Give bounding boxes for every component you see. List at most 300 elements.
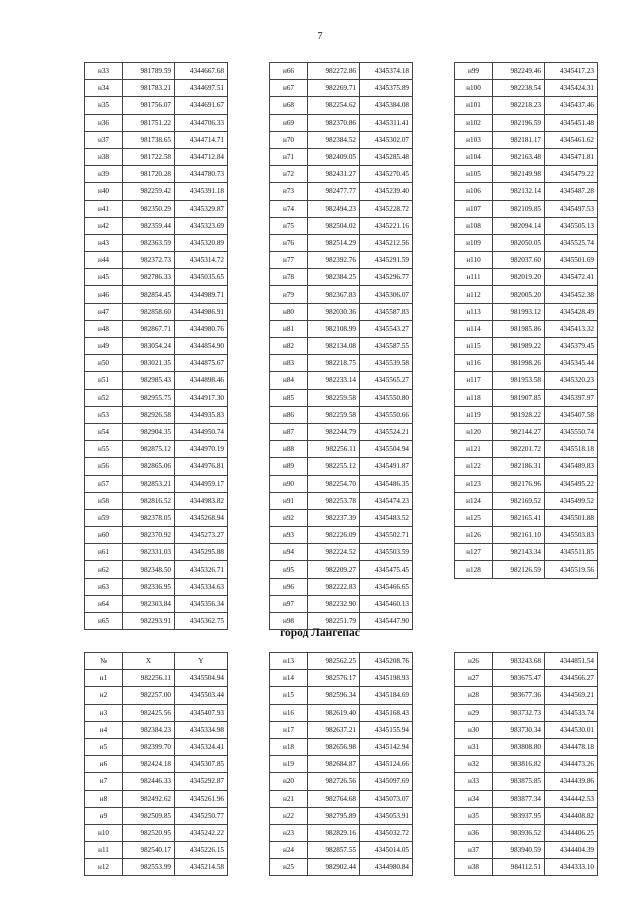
point-id-cell: н40 bbox=[85, 183, 123, 200]
point-id-cell: н100 bbox=[455, 80, 493, 97]
y-coordinate-cell: 4344473.26 bbox=[545, 756, 598, 773]
table-row bbox=[455, 97, 598, 114]
point-id-cell: н74 bbox=[270, 200, 308, 217]
y-coordinate-cell: 4345474.23 bbox=[360, 492, 413, 509]
x-coordinate-cell: 982257.00 bbox=[123, 687, 175, 704]
x-coordinate-cell: 981993.12 bbox=[493, 303, 545, 320]
point-id-cell: н66 bbox=[270, 63, 308, 80]
table-row bbox=[455, 790, 598, 807]
point-id-cell: н47 bbox=[85, 303, 123, 320]
x-coordinate-cell: 982256.11 bbox=[308, 441, 360, 458]
x-coordinate-cell: 982233.14 bbox=[308, 372, 360, 389]
x-coordinate-cell: 982540.17 bbox=[123, 842, 175, 859]
point-id-cell: н36 bbox=[85, 114, 123, 131]
x-coordinate-cell: 982201.72 bbox=[493, 441, 545, 458]
y-coordinate-cell: 4344406.25 bbox=[545, 824, 598, 841]
y-coordinate-cell: 4345334.63 bbox=[175, 578, 228, 595]
point-id-cell: н97 bbox=[270, 595, 308, 612]
point-id-cell: н126 bbox=[455, 527, 493, 544]
table-row bbox=[270, 773, 413, 790]
table-row bbox=[85, 183, 228, 200]
point-id-cell: н91 bbox=[270, 492, 308, 509]
x-coordinate-cell: 983940.59 bbox=[493, 842, 545, 859]
y-coordinate-cell: 4345489.83 bbox=[545, 458, 598, 475]
x-coordinate-cell: 982492.62 bbox=[123, 790, 175, 807]
table-row bbox=[455, 509, 598, 526]
table-row bbox=[85, 131, 228, 148]
table-row bbox=[85, 773, 228, 790]
point-id-cell: н59 bbox=[85, 509, 123, 526]
x-coordinate-cell: 982425.56 bbox=[123, 704, 175, 721]
y-coordinate-cell: 4345587.83 bbox=[360, 303, 413, 320]
point-id-cell: н51 bbox=[85, 372, 123, 389]
table-row bbox=[270, 578, 413, 595]
table-row bbox=[270, 756, 413, 773]
point-id-cell: н14 bbox=[270, 670, 308, 687]
y-coordinate-cell: 4344691.67 bbox=[175, 97, 228, 114]
x-coordinate-cell: 982251.79 bbox=[308, 613, 360, 630]
y-coordinate-cell: 4345472.41 bbox=[545, 269, 598, 286]
y-coordinate-cell: 4345466.65 bbox=[360, 578, 413, 595]
y-coordinate-cell: 4345471.81 bbox=[545, 148, 598, 165]
table-row bbox=[85, 441, 228, 458]
point-id-cell: н116 bbox=[455, 355, 493, 372]
point-id-cell: н24 bbox=[270, 842, 308, 859]
table-row bbox=[455, 372, 598, 389]
y-coordinate-cell: 4345550.66 bbox=[360, 406, 413, 423]
table-row bbox=[270, 423, 413, 440]
x-coordinate-cell: 982726.56 bbox=[308, 773, 360, 790]
point-id-cell: н114 bbox=[455, 320, 493, 337]
x-coordinate-cell: 982854.45 bbox=[123, 286, 175, 303]
point-id-cell: н1 bbox=[85, 670, 123, 687]
point-id-cell: н27 bbox=[455, 670, 493, 687]
y-coordinate-cell: 4345487.28 bbox=[545, 183, 598, 200]
table-row bbox=[270, 475, 413, 492]
table-row bbox=[270, 372, 413, 389]
x-coordinate-cell: 982132.14 bbox=[493, 183, 545, 200]
point-id-cell: н53 bbox=[85, 406, 123, 423]
table-row bbox=[455, 527, 598, 544]
point-id-cell: н99 bbox=[455, 63, 493, 80]
y-coordinate-cell: 4345226.15 bbox=[175, 842, 228, 859]
point-id-cell: н19 bbox=[270, 756, 308, 773]
point-id-cell: н42 bbox=[85, 217, 123, 234]
point-id-cell: н78 bbox=[270, 269, 308, 286]
y-coordinate-cell: 4344566.27 bbox=[545, 670, 598, 687]
table-header-cell: X bbox=[123, 653, 175, 670]
x-coordinate-cell: 982253.78 bbox=[308, 492, 360, 509]
table-row bbox=[85, 148, 228, 165]
x-coordinate-cell: 982816.52 bbox=[123, 492, 175, 509]
table-row bbox=[455, 200, 598, 217]
y-coordinate-cell: 4345155.94 bbox=[360, 721, 413, 738]
x-coordinate-cell: 982926.58 bbox=[123, 406, 175, 423]
table-row bbox=[85, 687, 228, 704]
x-coordinate-cell: 983021.35 bbox=[123, 355, 175, 372]
x-coordinate-cell: 982269.71 bbox=[308, 80, 360, 97]
x-coordinate-cell: 982764.68 bbox=[308, 790, 360, 807]
y-coordinate-cell: 4345073.07 bbox=[360, 790, 413, 807]
table-row bbox=[85, 372, 228, 389]
y-coordinate-cell: 4345214.58 bbox=[175, 859, 228, 876]
y-coordinate-cell: 4345543.27 bbox=[360, 320, 413, 337]
x-coordinate-cell: 981953.58 bbox=[493, 372, 545, 389]
table-row bbox=[270, 561, 413, 578]
y-coordinate-cell: 4345097.69 bbox=[360, 773, 413, 790]
x-coordinate-cell: 981985.86 bbox=[493, 320, 545, 337]
y-coordinate-cell: 4345198.93 bbox=[360, 670, 413, 687]
x-coordinate-cell: 982218.75 bbox=[308, 355, 360, 372]
y-coordinate-cell: 4345142.94 bbox=[360, 738, 413, 755]
y-coordinate-cell: 4345407.58 bbox=[545, 406, 598, 423]
x-coordinate-cell: 982955.75 bbox=[123, 389, 175, 406]
y-coordinate-cell: 4345184.69 bbox=[360, 687, 413, 704]
table-row bbox=[85, 406, 228, 423]
y-coordinate-cell: 4345324.41 bbox=[175, 738, 228, 755]
y-coordinate-cell: 4345461.62 bbox=[545, 131, 598, 148]
point-id-cell: н115 bbox=[455, 338, 493, 355]
table-row bbox=[85, 389, 228, 406]
table-row bbox=[85, 509, 228, 526]
point-id-cell: н2 bbox=[85, 687, 123, 704]
point-id-cell: н62 bbox=[85, 561, 123, 578]
point-id-cell: н75 bbox=[270, 217, 308, 234]
point-id-cell: н17 bbox=[270, 721, 308, 738]
x-coordinate-cell: 982238.54 bbox=[493, 80, 545, 97]
y-coordinate-cell: 4344780.73 bbox=[175, 166, 228, 183]
y-coordinate-cell: 4345505.13 bbox=[545, 217, 598, 234]
x-coordinate-cell: 982163.48 bbox=[493, 148, 545, 165]
table-row bbox=[455, 406, 598, 423]
y-coordinate-cell: 4345221.16 bbox=[360, 217, 413, 234]
table-row bbox=[270, 527, 413, 544]
x-coordinate-cell: 982795.89 bbox=[308, 807, 360, 824]
table-row bbox=[455, 475, 598, 492]
point-id-cell: н54 bbox=[85, 423, 123, 440]
x-coordinate-cell: 982256.11 bbox=[123, 670, 175, 687]
point-id-cell: н90 bbox=[270, 475, 308, 492]
y-coordinate-cell: 4344569.21 bbox=[545, 687, 598, 704]
point-id-cell: н80 bbox=[270, 303, 308, 320]
x-coordinate-cell: 982684.87 bbox=[308, 756, 360, 773]
y-coordinate-cell: 4345452.38 bbox=[545, 286, 598, 303]
x-coordinate-cell: 983808.80 bbox=[493, 738, 545, 755]
y-coordinate-cell: 4345356.34 bbox=[175, 595, 228, 612]
x-coordinate-cell: 981998.26 bbox=[493, 355, 545, 372]
x-coordinate-cell: 982303.84 bbox=[123, 595, 175, 612]
table-row bbox=[85, 200, 228, 217]
y-coordinate-cell: 4345273.27 bbox=[175, 527, 228, 544]
point-id-cell: н107 bbox=[455, 200, 493, 217]
x-coordinate-cell: 982637.21 bbox=[308, 721, 360, 738]
x-coordinate-cell: 982350.29 bbox=[123, 200, 175, 217]
x-coordinate-cell: 982576.17 bbox=[308, 670, 360, 687]
table-row bbox=[270, 303, 413, 320]
point-id-cell: н16 bbox=[270, 704, 308, 721]
table-row bbox=[455, 80, 598, 97]
y-coordinate-cell: 4345379.45 bbox=[545, 338, 598, 355]
table-row bbox=[455, 458, 598, 475]
point-id-cell: н3 bbox=[85, 704, 123, 721]
y-coordinate-cell: 4345524.21 bbox=[360, 423, 413, 440]
x-coordinate-cell: 983936.52 bbox=[493, 824, 545, 841]
y-coordinate-cell: 4345519.56 bbox=[545, 561, 598, 578]
y-coordinate-cell: 4345285.48 bbox=[360, 148, 413, 165]
y-coordinate-cell: 4345475.45 bbox=[360, 561, 413, 578]
table-row bbox=[455, 252, 598, 269]
point-id-cell: н79 bbox=[270, 286, 308, 303]
y-coordinate-cell: 4345447.90 bbox=[360, 613, 413, 630]
x-coordinate-cell: 982005.20 bbox=[493, 286, 545, 303]
x-coordinate-cell: 982875.12 bbox=[123, 441, 175, 458]
table-row bbox=[85, 458, 228, 475]
point-id-cell: н34 bbox=[455, 790, 493, 807]
x-coordinate-cell: 982249.46 bbox=[493, 63, 545, 80]
x-coordinate-cell: 983816.82 bbox=[493, 756, 545, 773]
y-coordinate-cell: 4345503.59 bbox=[360, 544, 413, 561]
x-coordinate-cell: 982331.03 bbox=[123, 544, 175, 561]
y-coordinate-cell: 4344333.10 bbox=[545, 859, 598, 876]
x-coordinate-cell: 982186.31 bbox=[493, 458, 545, 475]
y-coordinate-cell: 4345503.83 bbox=[545, 527, 598, 544]
x-coordinate-cell: 982232.90 bbox=[308, 595, 360, 612]
x-coordinate-cell: 982985.43 bbox=[123, 372, 175, 389]
x-coordinate-cell: 984112.51 bbox=[493, 859, 545, 876]
table-row bbox=[455, 148, 598, 165]
y-coordinate-cell: 4345587.55 bbox=[360, 338, 413, 355]
x-coordinate-cell: 982196.59 bbox=[493, 114, 545, 131]
x-coordinate-cell: 982619.40 bbox=[308, 704, 360, 721]
table-row bbox=[270, 406, 413, 423]
y-coordinate-cell: 4345302.07 bbox=[360, 131, 413, 148]
point-id-cell: н41 bbox=[85, 200, 123, 217]
x-coordinate-cell: 983677.36 bbox=[493, 687, 545, 704]
x-coordinate-cell: 983875.85 bbox=[493, 773, 545, 790]
table-row bbox=[85, 670, 228, 687]
point-id-cell: н15 bbox=[270, 687, 308, 704]
table-row bbox=[85, 544, 228, 561]
point-id-cell: н87 bbox=[270, 423, 308, 440]
table-row bbox=[85, 286, 228, 303]
x-coordinate-cell: 982562.25 bbox=[308, 653, 360, 670]
x-coordinate-cell: 981989.22 bbox=[493, 338, 545, 355]
point-id-cell: н72 bbox=[270, 166, 308, 183]
point-id-cell: н127 bbox=[455, 544, 493, 561]
x-coordinate-cell: 982144.27 bbox=[493, 423, 545, 440]
x-coordinate-cell: 981783.21 bbox=[123, 80, 175, 97]
x-coordinate-cell: 982224.52 bbox=[308, 544, 360, 561]
table-row bbox=[85, 338, 228, 355]
x-coordinate-cell: 982094.14 bbox=[493, 217, 545, 234]
table-row bbox=[270, 492, 413, 509]
table-row bbox=[455, 269, 598, 286]
x-coordinate-cell: 982514.29 bbox=[308, 234, 360, 251]
x-coordinate-cell: 982424.18 bbox=[123, 756, 175, 773]
x-coordinate-cell: 981751.22 bbox=[123, 114, 175, 131]
x-coordinate-cell: 982904.35 bbox=[123, 423, 175, 440]
x-coordinate-cell: 982858.60 bbox=[123, 303, 175, 320]
x-coordinate-cell: 982222.83 bbox=[308, 578, 360, 595]
x-coordinate-cell: 982134.08 bbox=[308, 338, 360, 355]
point-id-cell: н26 bbox=[455, 653, 493, 670]
point-id-cell: н83 bbox=[270, 355, 308, 372]
x-coordinate-cell: 983732.73 bbox=[493, 704, 545, 721]
point-id-cell: н55 bbox=[85, 441, 123, 458]
table-row bbox=[85, 527, 228, 544]
table-row bbox=[85, 721, 228, 738]
y-coordinate-cell: 4345497.53 bbox=[545, 200, 598, 217]
table-row bbox=[270, 166, 413, 183]
point-id-cell: н92 bbox=[270, 509, 308, 526]
x-coordinate-cell: 982367.83 bbox=[308, 286, 360, 303]
table-row bbox=[455, 320, 598, 337]
point-id-cell: н35 bbox=[85, 97, 123, 114]
y-coordinate-cell: 4344478.18 bbox=[545, 738, 598, 755]
x-coordinate-cell: 983877.34 bbox=[493, 790, 545, 807]
table-row bbox=[270, 131, 413, 148]
y-coordinate-cell: 4345518.18 bbox=[545, 441, 598, 458]
y-coordinate-cell: 4345326.71 bbox=[175, 561, 228, 578]
y-coordinate-cell: 4345503.44 bbox=[175, 687, 228, 704]
table-row bbox=[455, 114, 598, 131]
y-coordinate-cell: 4345314.72 bbox=[175, 252, 228, 269]
table-row bbox=[270, 441, 413, 458]
y-coordinate-cell: 4345486.35 bbox=[360, 475, 413, 492]
y-coordinate-cell: 4344697.51 bbox=[175, 80, 228, 97]
point-id-cell: н98 bbox=[270, 613, 308, 630]
y-coordinate-cell: 4345428.49 bbox=[545, 303, 598, 320]
x-coordinate-cell: 982050.05 bbox=[493, 234, 545, 251]
table-row bbox=[270, 653, 413, 670]
point-id-cell: н65 bbox=[85, 613, 123, 630]
table-row bbox=[270, 738, 413, 755]
y-coordinate-cell: 4345504.94 bbox=[360, 441, 413, 458]
y-coordinate-cell: 4345307.85 bbox=[175, 756, 228, 773]
y-coordinate-cell: 4345511.85 bbox=[545, 544, 598, 561]
x-coordinate-cell: 982030.36 bbox=[308, 303, 360, 320]
point-id-cell: н122 bbox=[455, 458, 493, 475]
point-id-cell: н12 bbox=[85, 859, 123, 876]
y-coordinate-cell: 4345362.75 bbox=[175, 613, 228, 630]
y-coordinate-cell: 4345550.80 bbox=[360, 389, 413, 406]
y-coordinate-cell: 4344917.30 bbox=[175, 389, 228, 406]
point-id-cell: н38 bbox=[85, 148, 123, 165]
point-id-cell: н8 bbox=[85, 790, 123, 807]
y-coordinate-cell: 4344983.82 bbox=[175, 492, 228, 509]
y-coordinate-cell: 4345124.66 bbox=[360, 756, 413, 773]
x-coordinate-cell: 982431.27 bbox=[308, 166, 360, 183]
y-coordinate-cell: 4345397.97 bbox=[545, 389, 598, 406]
point-id-cell: н93 bbox=[270, 527, 308, 544]
y-coordinate-cell: 4345491.87 bbox=[360, 458, 413, 475]
point-id-cell: н128 bbox=[455, 561, 493, 578]
table-row bbox=[85, 303, 228, 320]
table-row bbox=[85, 475, 228, 492]
table-row bbox=[270, 721, 413, 738]
y-coordinate-cell: 4345168.43 bbox=[360, 704, 413, 721]
point-id-cell: н110 bbox=[455, 252, 493, 269]
point-id-cell: н108 bbox=[455, 217, 493, 234]
city-title: город Лангепас bbox=[280, 627, 360, 639]
table-row bbox=[85, 595, 228, 612]
x-coordinate-cell: 982254.62 bbox=[308, 97, 360, 114]
table-row bbox=[455, 670, 598, 687]
table-row bbox=[270, 252, 413, 269]
x-coordinate-cell: 982553.99 bbox=[123, 859, 175, 876]
point-id-cell: н37 bbox=[85, 131, 123, 148]
x-coordinate-cell: 982520.95 bbox=[123, 824, 175, 841]
table-header-row bbox=[85, 653, 228, 670]
point-id-cell: н29 bbox=[455, 704, 493, 721]
table-header-cell: Y bbox=[175, 653, 228, 670]
x-coordinate-cell: 982865.06 bbox=[123, 458, 175, 475]
y-coordinate-cell: 4344533.74 bbox=[545, 704, 598, 721]
x-coordinate-cell: 982259.58 bbox=[308, 389, 360, 406]
x-coordinate-cell: 982392.76 bbox=[308, 252, 360, 269]
table-row bbox=[455, 738, 598, 755]
point-id-cell: н48 bbox=[85, 320, 123, 337]
x-coordinate-cell: 982209.27 bbox=[308, 561, 360, 578]
y-coordinate-cell: 4345499.52 bbox=[545, 492, 598, 509]
table-row bbox=[455, 441, 598, 458]
table-row bbox=[270, 807, 413, 824]
x-coordinate-cell: 982126.59 bbox=[493, 561, 545, 578]
y-coordinate-cell: 4344959.17 bbox=[175, 475, 228, 492]
x-coordinate-cell: 982867.71 bbox=[123, 320, 175, 337]
point-id-cell: н89 bbox=[270, 458, 308, 475]
x-coordinate-cell: 981907.85 bbox=[493, 389, 545, 406]
y-coordinate-cell: 4345375.89 bbox=[360, 80, 413, 97]
y-coordinate-cell: 4344712.84 bbox=[175, 148, 228, 165]
table-row bbox=[270, 595, 413, 612]
y-coordinate-cell: 4344935.83 bbox=[175, 406, 228, 423]
table-row bbox=[455, 286, 598, 303]
y-coordinate-cell: 4345525.74 bbox=[545, 234, 598, 251]
page-number: 7 bbox=[317, 31, 323, 42]
y-coordinate-cell: 4345239.40 bbox=[360, 183, 413, 200]
y-coordinate-cell: 4345417.23 bbox=[545, 63, 598, 80]
x-coordinate-cell: 982384.52 bbox=[308, 131, 360, 148]
coordinates-table-top-middle bbox=[269, 62, 413, 630]
table-row bbox=[455, 807, 598, 824]
point-id-cell: н125 bbox=[455, 509, 493, 526]
point-id-cell: н118 bbox=[455, 389, 493, 406]
point-id-cell: н119 bbox=[455, 406, 493, 423]
x-coordinate-cell: 982494.23 bbox=[308, 200, 360, 217]
table-row bbox=[270, 320, 413, 337]
y-coordinate-cell: 4344404.39 bbox=[545, 842, 598, 859]
table-row bbox=[270, 97, 413, 114]
y-coordinate-cell: 4345479.22 bbox=[545, 166, 598, 183]
coordinates-table-top-left bbox=[84, 62, 228, 630]
x-coordinate-cell: 982829.16 bbox=[308, 824, 360, 841]
table-row bbox=[85, 269, 228, 286]
y-coordinate-cell: 4344898.46 bbox=[175, 372, 228, 389]
point-id-cell: н73 bbox=[270, 183, 308, 200]
table-row bbox=[270, 544, 413, 561]
point-id-cell: н9 bbox=[85, 807, 123, 824]
y-coordinate-cell: 4345504.94 bbox=[175, 670, 228, 687]
table-row bbox=[85, 492, 228, 509]
point-id-cell: н57 bbox=[85, 475, 123, 492]
table-row bbox=[85, 114, 228, 131]
point-id-cell: н5 bbox=[85, 738, 123, 755]
y-coordinate-cell: 4345323.69 bbox=[175, 217, 228, 234]
point-id-cell: н76 bbox=[270, 234, 308, 251]
x-coordinate-cell: 982336.95 bbox=[123, 578, 175, 595]
x-coordinate-cell: 982370.92 bbox=[123, 527, 175, 544]
